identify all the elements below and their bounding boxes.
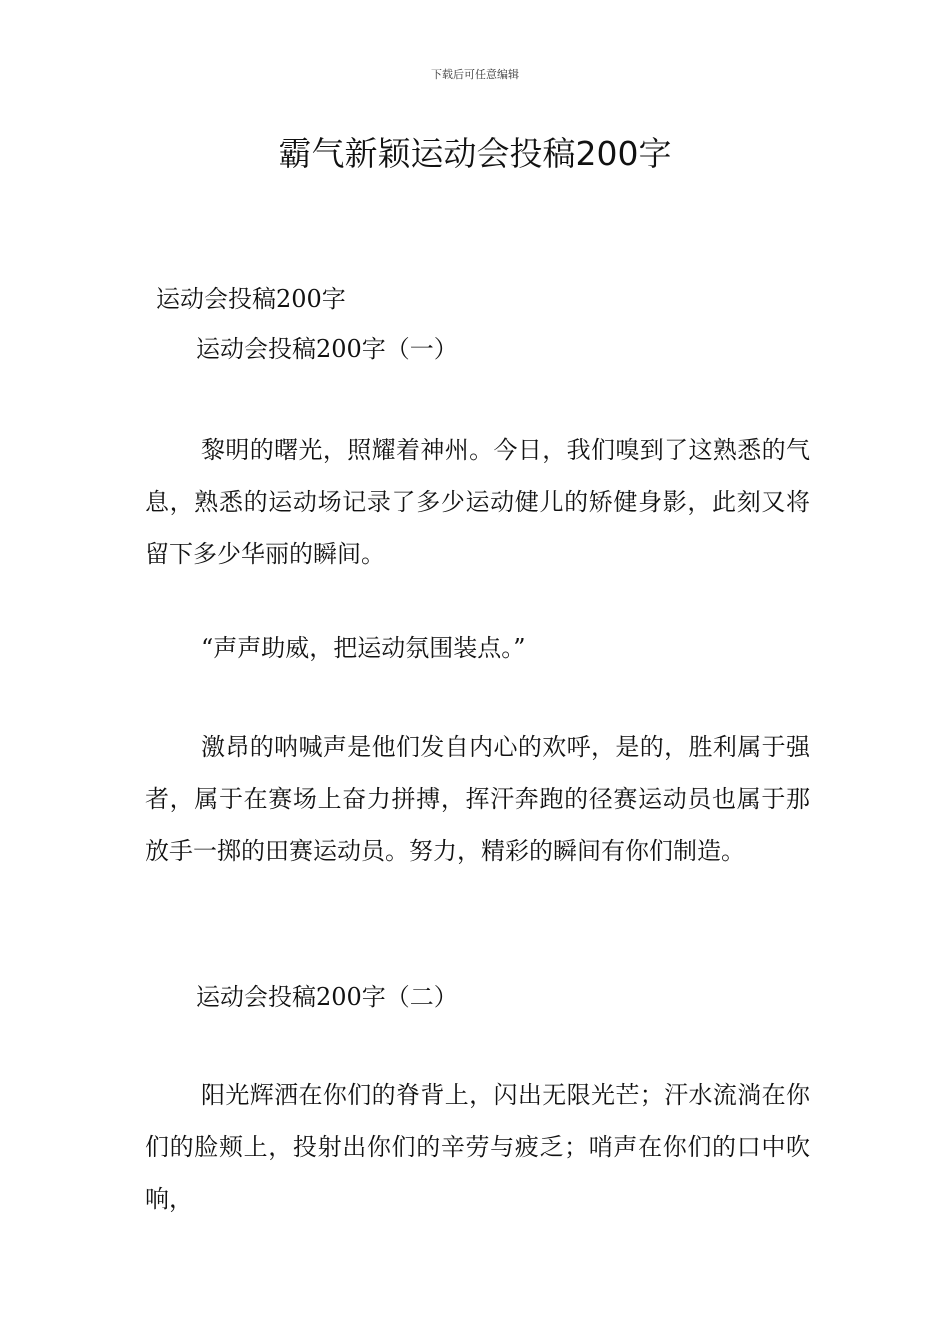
- paragraph-3: 激昂的呐喊声是他们发自内心的欢呼，是的，胜利属于强者，属于在赛场上奋力拼搏，挥汗奔跑的径赛运动员也属于那放手一掷的田赛运动员。努力，精彩的瞬间有你们制造。: [145, 733, 810, 865]
- paragraph-2: “声声助威，把运动氛围装点。”: [201, 634, 526, 662]
- sub-heading-1: 运动会投稿200字（一）: [196, 335, 458, 363]
- document-title: 霸气新颖运动会投稿200字: [278, 134, 672, 173]
- sub-heading-2: 运动会投稿200字（二）: [196, 983, 458, 1011]
- paragraph-1: 黎明的曙光，照耀着神州。今日，我们嗅到了这熟悉的气息，熟悉的运动场记录了多少运动健儿的矫健身影，此刻又将留下多少华丽的瞬间。: [145, 436, 810, 568]
- header-note: 下载后可任意编辑: [431, 68, 519, 81]
- main-heading: 运动会投稿200字: [156, 285, 346, 313]
- paragraph-4: 阳光辉洒在你们的脊背上，闪出无限光芒；汗水流淌在你们的脸颊上，投射出你们的辛劳与疲乏；哨声在你们的口中吹响，: [145, 1081, 810, 1213]
